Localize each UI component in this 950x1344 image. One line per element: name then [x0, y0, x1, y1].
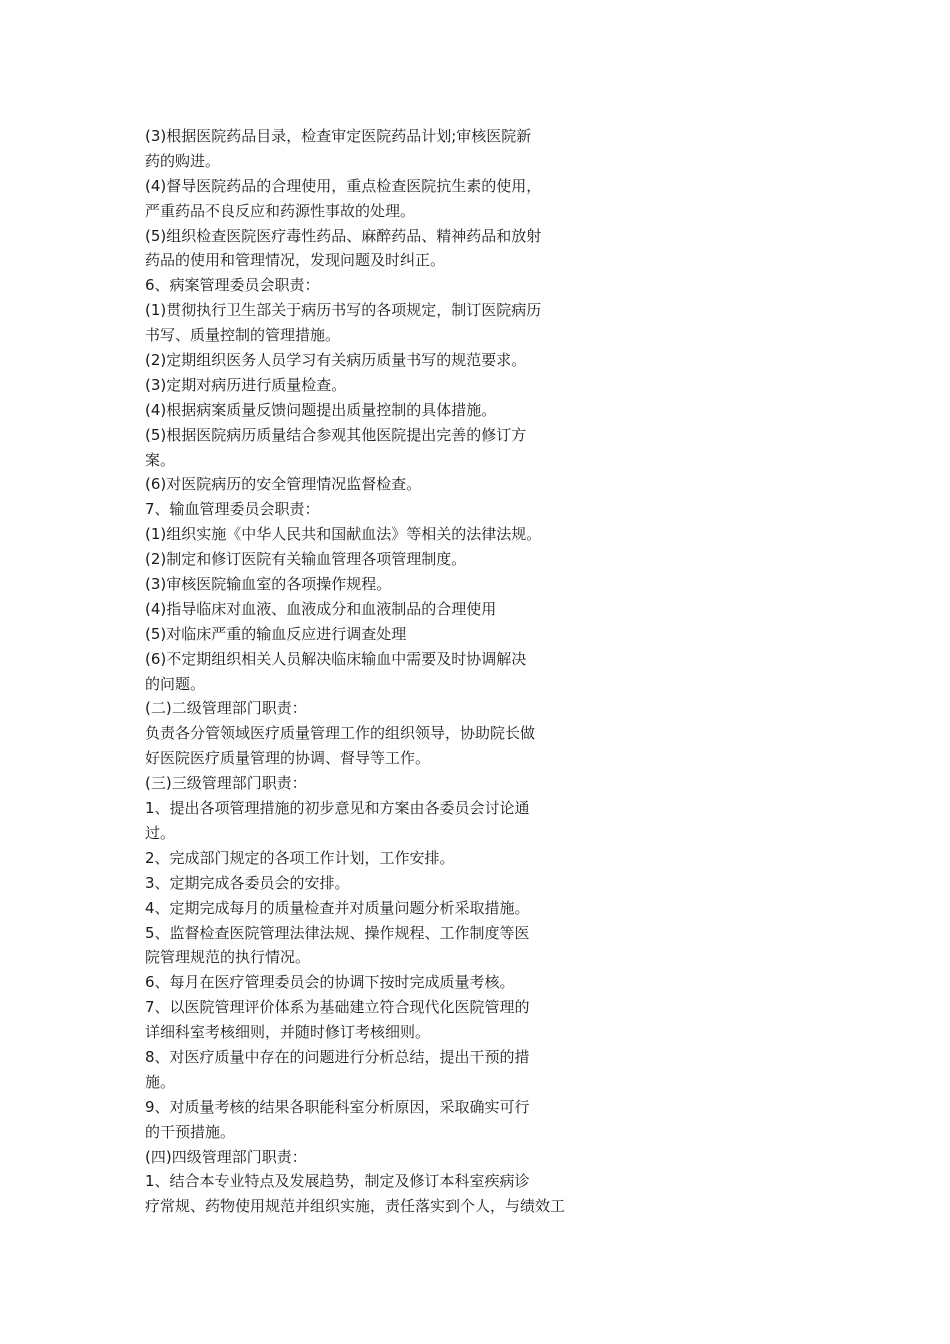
- text-line: 负责各分管领域医疗质量管理工作的组织领导，协助院长做: [145, 724, 536, 743]
- text-line: (4)根据病案质量反馈问题提出质量控制的具体措施。: [145, 400, 497, 419]
- text-line: 书写、质量控制的管理措施。: [145, 326, 341, 345]
- text-line: 施。: [145, 1072, 176, 1091]
- text-line: 案。: [145, 450, 176, 469]
- text-line: (6)对医院病历的安全管理情况监督检查。: [145, 475, 422, 494]
- text-line: 4、定期完成每月的质量检查并对质量问题分析采取措施。: [145, 898, 530, 917]
- document-body: [145, 124, 625, 1219]
- text-line: (3)根据医院药品目录，检查审定医院药品计划;审核医院新: [145, 127, 532, 145]
- text-line: (5)根据医院病历质量结合参观其他医院提出完善的修订方: [145, 425, 527, 444]
- text-line: 1、结合本专业特点及发展趋势，制定及修订本科室疾病诊: [145, 1172, 530, 1191]
- text-line: 1、提出各项管理措施的初步意见和方案由各委员会讨论通: [145, 799, 530, 818]
- text-line: 严重药品不良反应和药源性事故的处理。: [145, 201, 416, 220]
- text-line: 2、完成部门规定的各项工作计划，工作安排。: [145, 848, 455, 867]
- text-line: 药品的使用和管理情况，发现问题及时纠正。: [145, 251, 446, 270]
- text-line: 3、定期完成各委员会的安排。: [145, 873, 350, 892]
- text-line: 7、以医院管理评价体系为基础建立符合现代化医院管理的: [145, 998, 530, 1017]
- text-line: 6、每月在医疗管理委员会的协调下按时完成质量考核。: [145, 973, 515, 992]
- text-line: 6、病案管理委员会职责：: [145, 276, 320, 295]
- text-line: 详细科室考核细则，并随时修订考核细则。: [145, 1023, 431, 1042]
- text-line: (4)指导临床对血液、血液成分和血液制品的合理使用: [145, 599, 497, 618]
- text-line: (2)定期组织医务人员学习有关病历质量书写的规范要求。: [145, 351, 527, 370]
- text-line: 的干预措施。: [145, 1122, 236, 1141]
- text-line: 过。: [145, 823, 176, 842]
- text-line: (4)督导医院药品的合理使用，重点检查医院抗生素的使用，: [145, 176, 542, 195]
- text-line: (1)贯彻执行卫生部关于病历书写的各项规定，制订医院病历: [145, 301, 542, 320]
- text-line: 好医院医疗质量管理的协调、督导等工作。: [145, 749, 431, 768]
- text-line: 5、监督检查医院管理法律法规、操作规程、工作制度等医: [145, 923, 530, 942]
- text-line: (1)组织实施《中华人民共和国献血法》等相关的法律法规。: [145, 525, 542, 544]
- text-line: (三)三级管理部门职责：: [145, 774, 307, 793]
- text-line: (2)制定和修订医院有关输血管理各项管理制度。: [145, 550, 467, 569]
- text-line: 8、对医疗质量中存在的问题进行分析总结，提出干预的措: [145, 1047, 530, 1066]
- text-line: (二)二级管理部门职责：: [145, 699, 307, 718]
- text-line: 药的购进。: [145, 151, 221, 170]
- text-line: 7、输血管理委员会职责：: [145, 500, 320, 519]
- text-line: (3)定期对病历进行质量检查。: [145, 375, 347, 394]
- text-line: 的问题。: [145, 674, 206, 693]
- text-line: (3)审核医院输血室的各项操作规程。: [145, 575, 392, 594]
- text-line: 疗常规、药物使用规范并组织实施，责任落实到个人，与绩效工: [145, 1197, 566, 1216]
- text-line: 9、对质量考核的结果各职能科室分析原因，采取确实可行: [145, 1097, 530, 1116]
- text-line: (四)四级管理部门职责：: [145, 1147, 307, 1166]
- text-line: (6)不定期组织相关人员解决临床输血中需要及时协调解决: [145, 649, 527, 668]
- text-line: (5)组织检查医院医疗毒性药品、麻醉药品、精神药品和放射: [145, 226, 542, 245]
- text-line: (5)对临床严重的输血反应进行调查处理: [145, 624, 407, 643]
- text-line: 院管理规范的执行情况。: [145, 948, 311, 967]
